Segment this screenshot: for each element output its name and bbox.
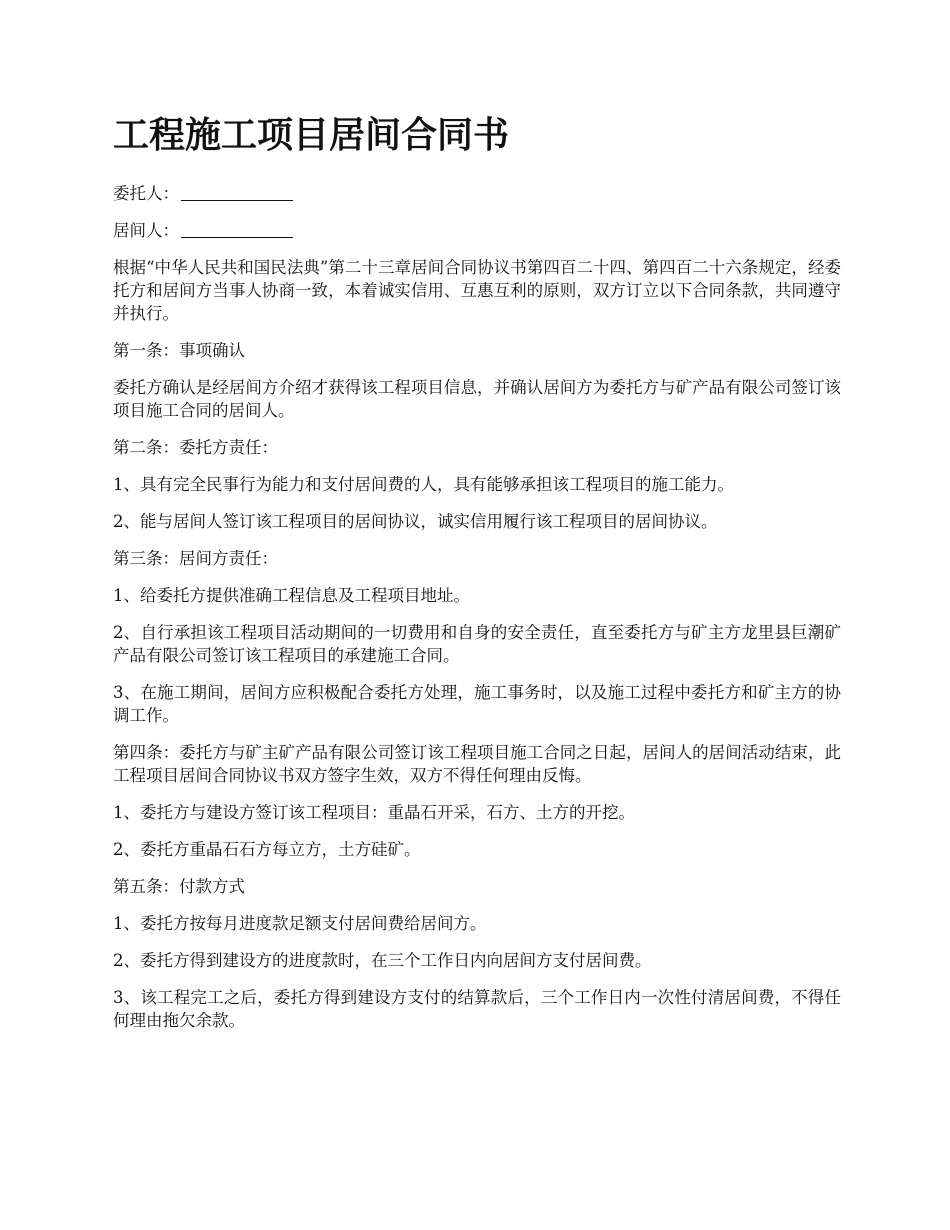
document-title: 工程施工项目居间合同书	[113, 115, 510, 156]
article-5-item-3: 3、该工程完工之后，委托方得到建设方支付的结算款后，三个工作日内一次性付清居间费，不得任何理由拖欠余款。	[113, 988, 841, 1030]
article-3-item-1: 1、给委托方提供准确工程信息及工程项目地址。	[113, 586, 470, 605]
article-4-body: 第四条：委托方与矿主矿产品有限公司签订该工程项目施工合同之日起，居间人的居间活动结束，此工程项目居间合同协议书双方签字生效，双方不得任何理由反悔。	[113, 743, 841, 785]
article-4-item-2: 2、委托方重晶石石方每立方，土方硅矿。	[113, 840, 421, 859]
article-1-body: 委托方确认是经居间方介绍才获得该工程项目信息，并确认居间方为委托方与矿产品有限公司签订该项目施工合同的居间人。	[113, 378, 841, 420]
client-blank-underline	[181, 184, 293, 201]
article-3-item-2: 2、自行承担该工程项目活动期间的一切费用和自身的安全责任，直至委托方与矿主方龙里县巨潮矿产品有限公司签订该工程项目的承建施工合同。	[113, 623, 841, 665]
article-2-item-2: 2、能与居间人签订该工程项目的居间协议，诚实信用履行该工程项目的居间协议。	[113, 512, 718, 531]
article-5-item-1: 1、委托方按每月进度款足额支付居间费给居间方。	[113, 914, 487, 933]
intermediary-label: 居间人：	[113, 221, 179, 240]
article-4-item-1: 1、委托方与建设方签订该工程项目：重晶石开采，石方、土方的开挖。	[113, 803, 635, 822]
article-2-heading: 第二条：委托方责任：	[113, 438, 278, 457]
article-5-heading: 第五条：付款方式	[113, 877, 245, 896]
article-2-item-1: 1、具有完全民事行为能力和支付居间费的人，具有能够承担该工程项目的施工能力。	[113, 475, 734, 494]
article-3-item-3: 3、在施工期间，居间方应积极配合委托方处理，施工事务时，以及施工过程中委托方和矿主方的协调工作。	[113, 683, 841, 725]
article-5-item-2: 2、委托方得到建设方的进度款时，在三个工作日内向居间方支付居间费。	[113, 951, 652, 970]
article-3-heading: 第三条：居间方责任：	[113, 549, 278, 568]
intro-paragraph: 根据“中华人民共和国民法典”第二十三章居间合同协议书第四百二十四、第四百二十六条规定，经委托方和居间方当事人协商一致，本着诚实信用、互惠互利的原则，双方订立以下合同条款，共同遵守并执行。	[113, 258, 841, 323]
document-page	[113, 110, 841, 1046]
client-line	[113, 182, 841, 205]
intermediary-blank-underline	[181, 221, 293, 238]
client-label: 委托人：	[113, 184, 179, 203]
intermediary-line	[113, 219, 841, 242]
article-1-heading: 第一条：事项确认	[113, 341, 245, 360]
